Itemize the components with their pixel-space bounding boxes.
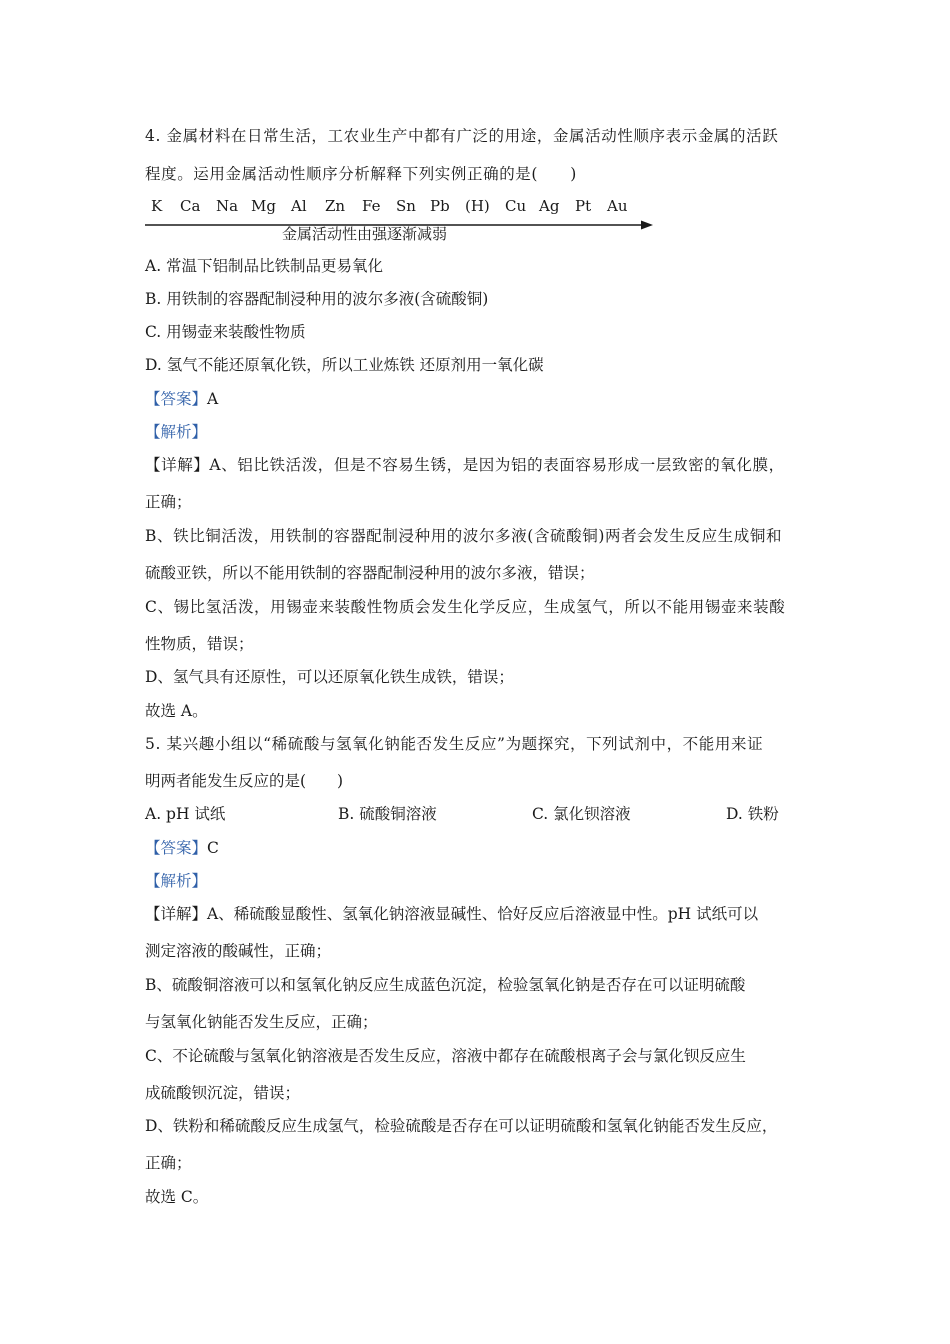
series-symbol: (H): [465, 197, 490, 215]
series-symbol: Au: [607, 197, 628, 215]
q5-option-c: C. 氯化钡溶液: [532, 805, 631, 823]
series-symbol: Pt: [575, 197, 592, 215]
q5-stem-line-2: 明两者能发生反应的是( ): [145, 772, 344, 790]
answer-value: C: [207, 839, 219, 857]
series-caption: 金属活动性由强逐渐减弱: [282, 225, 448, 243]
q4-conclusion: 故选 A。: [145, 702, 208, 720]
series-symbol: Pb: [430, 197, 450, 215]
answer-value: A: [207, 390, 219, 408]
q4-option-c: C. 用锡壶来装酸性物质: [145, 323, 306, 341]
q4-option-a: A. 常温下铝制品比铁制品更易氧化: [145, 257, 384, 275]
q5-detail-line-4: 与氢氧化钠能否发生反应，正确；: [145, 1013, 378, 1031]
q5-detail-line-3: B、硫酸铜溶液可以和氢氧化钠反应生成蓝色沉淀，检验氢氧化钠是否存在可以证明硫酸: [145, 976, 746, 994]
q5-detail-line-1: 【详解】A、稀硫酸显酸性、氢氧化钠溶液显碱性、恰好反应后溶液显中性。pH 试纸可以: [145, 905, 759, 923]
q5-option-d: D. 铁粉: [726, 805, 779, 823]
q5-stem-line-1: 5. 某兴趣小组以“稀硫酸与氢氧化钠能否发生反应”为题探究，下列试剂中，不能用来证: [145, 735, 764, 753]
q5-answer: [145, 838, 219, 858]
q5-detail-line-8: 正确；: [145, 1154, 192, 1172]
q4-option-b: B. 用铁制的容器配制浸种用的波尔多液(含硫酸铜): [145, 290, 489, 308]
series-symbol: Ag: [539, 197, 560, 215]
q4-stem-line-1: 4. 金属材料在日常生活，工农业生产中都有广泛的用途，金属活动性顺序表示金属的活跃: [145, 127, 779, 145]
series-symbol: Mg: [251, 197, 276, 215]
answer-label: 【答案】: [145, 839, 208, 857]
q4-detail-line-3: B、铁比铜活泼，用铁制的容器配制浸种用的波尔多液(含硫酸铜)两者会发生反应生成铜和: [145, 527, 783, 545]
detail-label: 【详解】: [145, 905, 208, 923]
q4-answer: [145, 389, 218, 409]
q5-options-row: [145, 804, 805, 824]
q5-detail-line-2: 测定溶液的酸碱性，正确；: [145, 942, 332, 960]
q5-option-a: A. pH 试纸: [145, 805, 226, 823]
q5-detail-line-6: 成硫酸钡沉淀，错误；: [145, 1084, 301, 1102]
activity-series-figure: [145, 197, 665, 245]
series-symbol: Sn: [396, 197, 416, 215]
series-symbol: Zn: [325, 197, 346, 215]
q4-detail-line-4: 硫酸亚铁，所以不能用铁制的容器配制浸种用的波尔多液，错误；: [145, 564, 595, 582]
q4-detail-line-2: 正确；: [145, 493, 192, 511]
q4-detail-line-6: 性物质，错误；: [145, 635, 254, 653]
q5-analysis-label: 【解析】: [145, 872, 208, 890]
series-symbol: Al: [291, 197, 307, 215]
q4-stem-line-2: 程度。运用金属活动性顺序分析解释下列实例正确的是( ): [145, 165, 577, 183]
answer-label: 【答案】: [145, 390, 208, 408]
q4-option-d: D. 氢气不能还原氧化铁，所以工业炼铁 还原剂用一氧化碳: [145, 356, 544, 374]
q4-analysis-label: 【解析】: [145, 423, 208, 441]
series-symbol: K: [151, 197, 163, 215]
series-symbol: Cu: [505, 197, 527, 215]
series-symbol: Fe: [362, 197, 381, 215]
q4-detail-line-1: 【详解】A、铝比铁活泼，但是不容易生锈，是因为铝的表面容易形成一层致密的氧化膜，: [145, 456, 785, 474]
q4-detail-line-5: C、锡比氢活泼，用锡壶来装酸性物质会发生化学反应，生成氢气，所以不能用锡壶来装酸: [145, 598, 786, 616]
q5-detail-line-5: C、不论硫酸与氢氧化钠溶液是否发生反应，溶液中都存在硫酸根离子会与氯化钡反应生: [145, 1047, 746, 1065]
q5-option-b: B. 硫酸铜溶液: [338, 805, 437, 823]
q5-conclusion: 故选 C。: [145, 1188, 209, 1206]
detail-label: 【详解】: [145, 456, 210, 474]
series-symbol: Na: [216, 197, 239, 215]
q5-detail-line-7: D、铁粉和稀硫酸反应生成氢气，检验硫酸是否存在可以证明硫酸和氢氧化钠能否发生反应，: [145, 1117, 778, 1135]
q4-detail-line-7: D、氢气具有还原性，可以还原氧化铁生成铁，错误；: [145, 668, 514, 686]
series-symbol: Ca: [180, 197, 201, 215]
